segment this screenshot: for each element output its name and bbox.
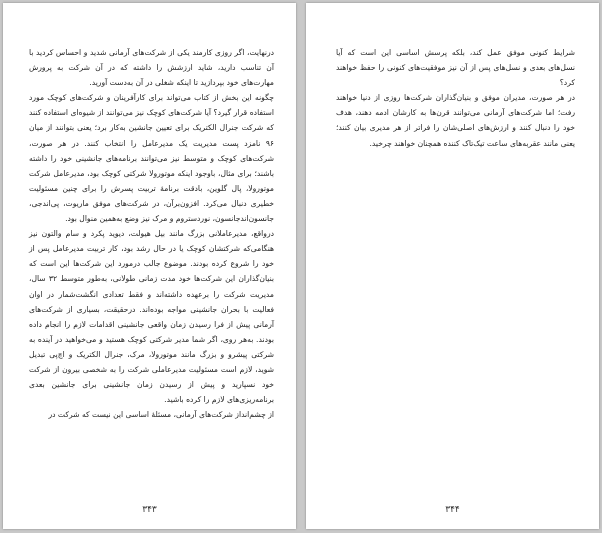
paragraph: درنهایت، اگر روزی کارمند یکی از شرکت‌های آرمانی شدید و احساس کردید با آن تناسب دارید، شاید ارزشش را داشته که در آن شرکت به پرورش مهارت‌های خود بپردازید تا اینکه شغلی در آن به‌دست آورید.	[29, 48, 274, 88]
paragraph: چگونه این بخش از کتاب می‌تواند برای کارآفرینان و شرکت‌های کوچک مورد استفاده قرار گیرد؟ آیا شرکت‌های کوچک نیز می‌توانند از شیوه‌ای استفاده کنند که شرکت جنرال الکتریک برای تعیین جانشین به‌کار برد؛ یعنی بتوانند از میان ۹۶ نامزد پست مدیریت یک مدیرعامل را انتخاب کنند. در هر صورت، شرکت‌های کوچک و متوسط نیز می‌توانند برنامه‌های جانشینی خود را داشته باشند؛ برای مثال، باوجود اینکه موتورولا شرکتی کوچک بود، مدیرعامل شرکت موتورولا، پال گلوین، بادقت برنامهٔ تربیت پسرش را برای چنین مسئولیت خطیری دنبال می‌کرد. افزون‌برآن، در شرکت‌های موفق ماریوت، پی‌اندجی، جانسون‌اندجانسون، نوردستروم و مرک نیز وضع به‌همین منوال بود.	[29, 93, 274, 224]
page-body	[336, 45, 575, 151]
paragraph: شرایط کنونی موفق عمل کند، بلکه پرسش اساسی این است که آیا نسل‌های بعدی و نسل‌های پس از آن نیز موفقیت‌های کنونی را حفظ خواهند کرد؟	[336, 48, 575, 88]
book-page-343	[3, 3, 296, 529]
paragraph: از چشم‌انداز شرکت‌های آرمانی، مسئلهٔ اساسی این نیست که شرکت در	[48, 410, 274, 420]
paragraph: در هر صورت، مدیران موفق و بنیان‌گذاران شرکت‌ها روزی از دنیا خواهند رفت؛ اما شرکت‌های آرمانی می‌توانند قرن‌ها به کارشان ادمه دهند، هدف خود را دنبال کنند و ارزش‌های اصلی‌شان را فراتر از هر مدیری بیان کنند؛ یعنی مانند عقربه‌های ساعت تیک‌تاک کننده همچنان خواهند چرخید.	[336, 93, 575, 148]
page-body	[29, 45, 274, 422]
page-number: ۳۴۳	[142, 505, 157, 515]
page-number: ۳۴۴	[445, 505, 460, 515]
paragraph: درواقع، مدیرعاملانی بزرگ مانند بیل هیولت، دیوید پکرد و سام والتون نیز هنگامی‌که شرکتشان کوچک یا در حال رشد بود، کار تربیت مدیرعامل پس از خود را شروع کرده بودند. موضوع جالب درمورد این شرکت‌ها این است که بنیان‌گذاران این شرکت‌ها خود مدت زمانی طولانی، به‌طور متوسط ۳۲ سال، مدیریت شرکت را برعهده داشته‌اند و فقط تعدادی انگشت‌شمار در اوان فعالیت با بحران جانشینی مواجه بوده‌اند. درحقیقت، بسیاری از شرکت‌های آرمانی پیش از فرا رسیدن زمان واقعی جانشینی اقدامات لازم را انجام داده بودند. به‌هر روی، اگر شما مدیر شرکتی کوچک هستید و می‌خواهید در آینده به شرکتی پیشرو و بزرگ مانند موتورولا، مرک، جنرال الکتریک و اچ‌پی تبدیل شوید، لازم است مسئولیت مدیرعاملی شرکت را به شخصی بیرون از شرکت خود نسپارید و پیش از رسیدن زمان جانشینی برای جانشین بعدی برنامه‌ریزی‌های لازم را کرده باشید.	[29, 229, 274, 405]
book-page-344	[306, 3, 599, 529]
